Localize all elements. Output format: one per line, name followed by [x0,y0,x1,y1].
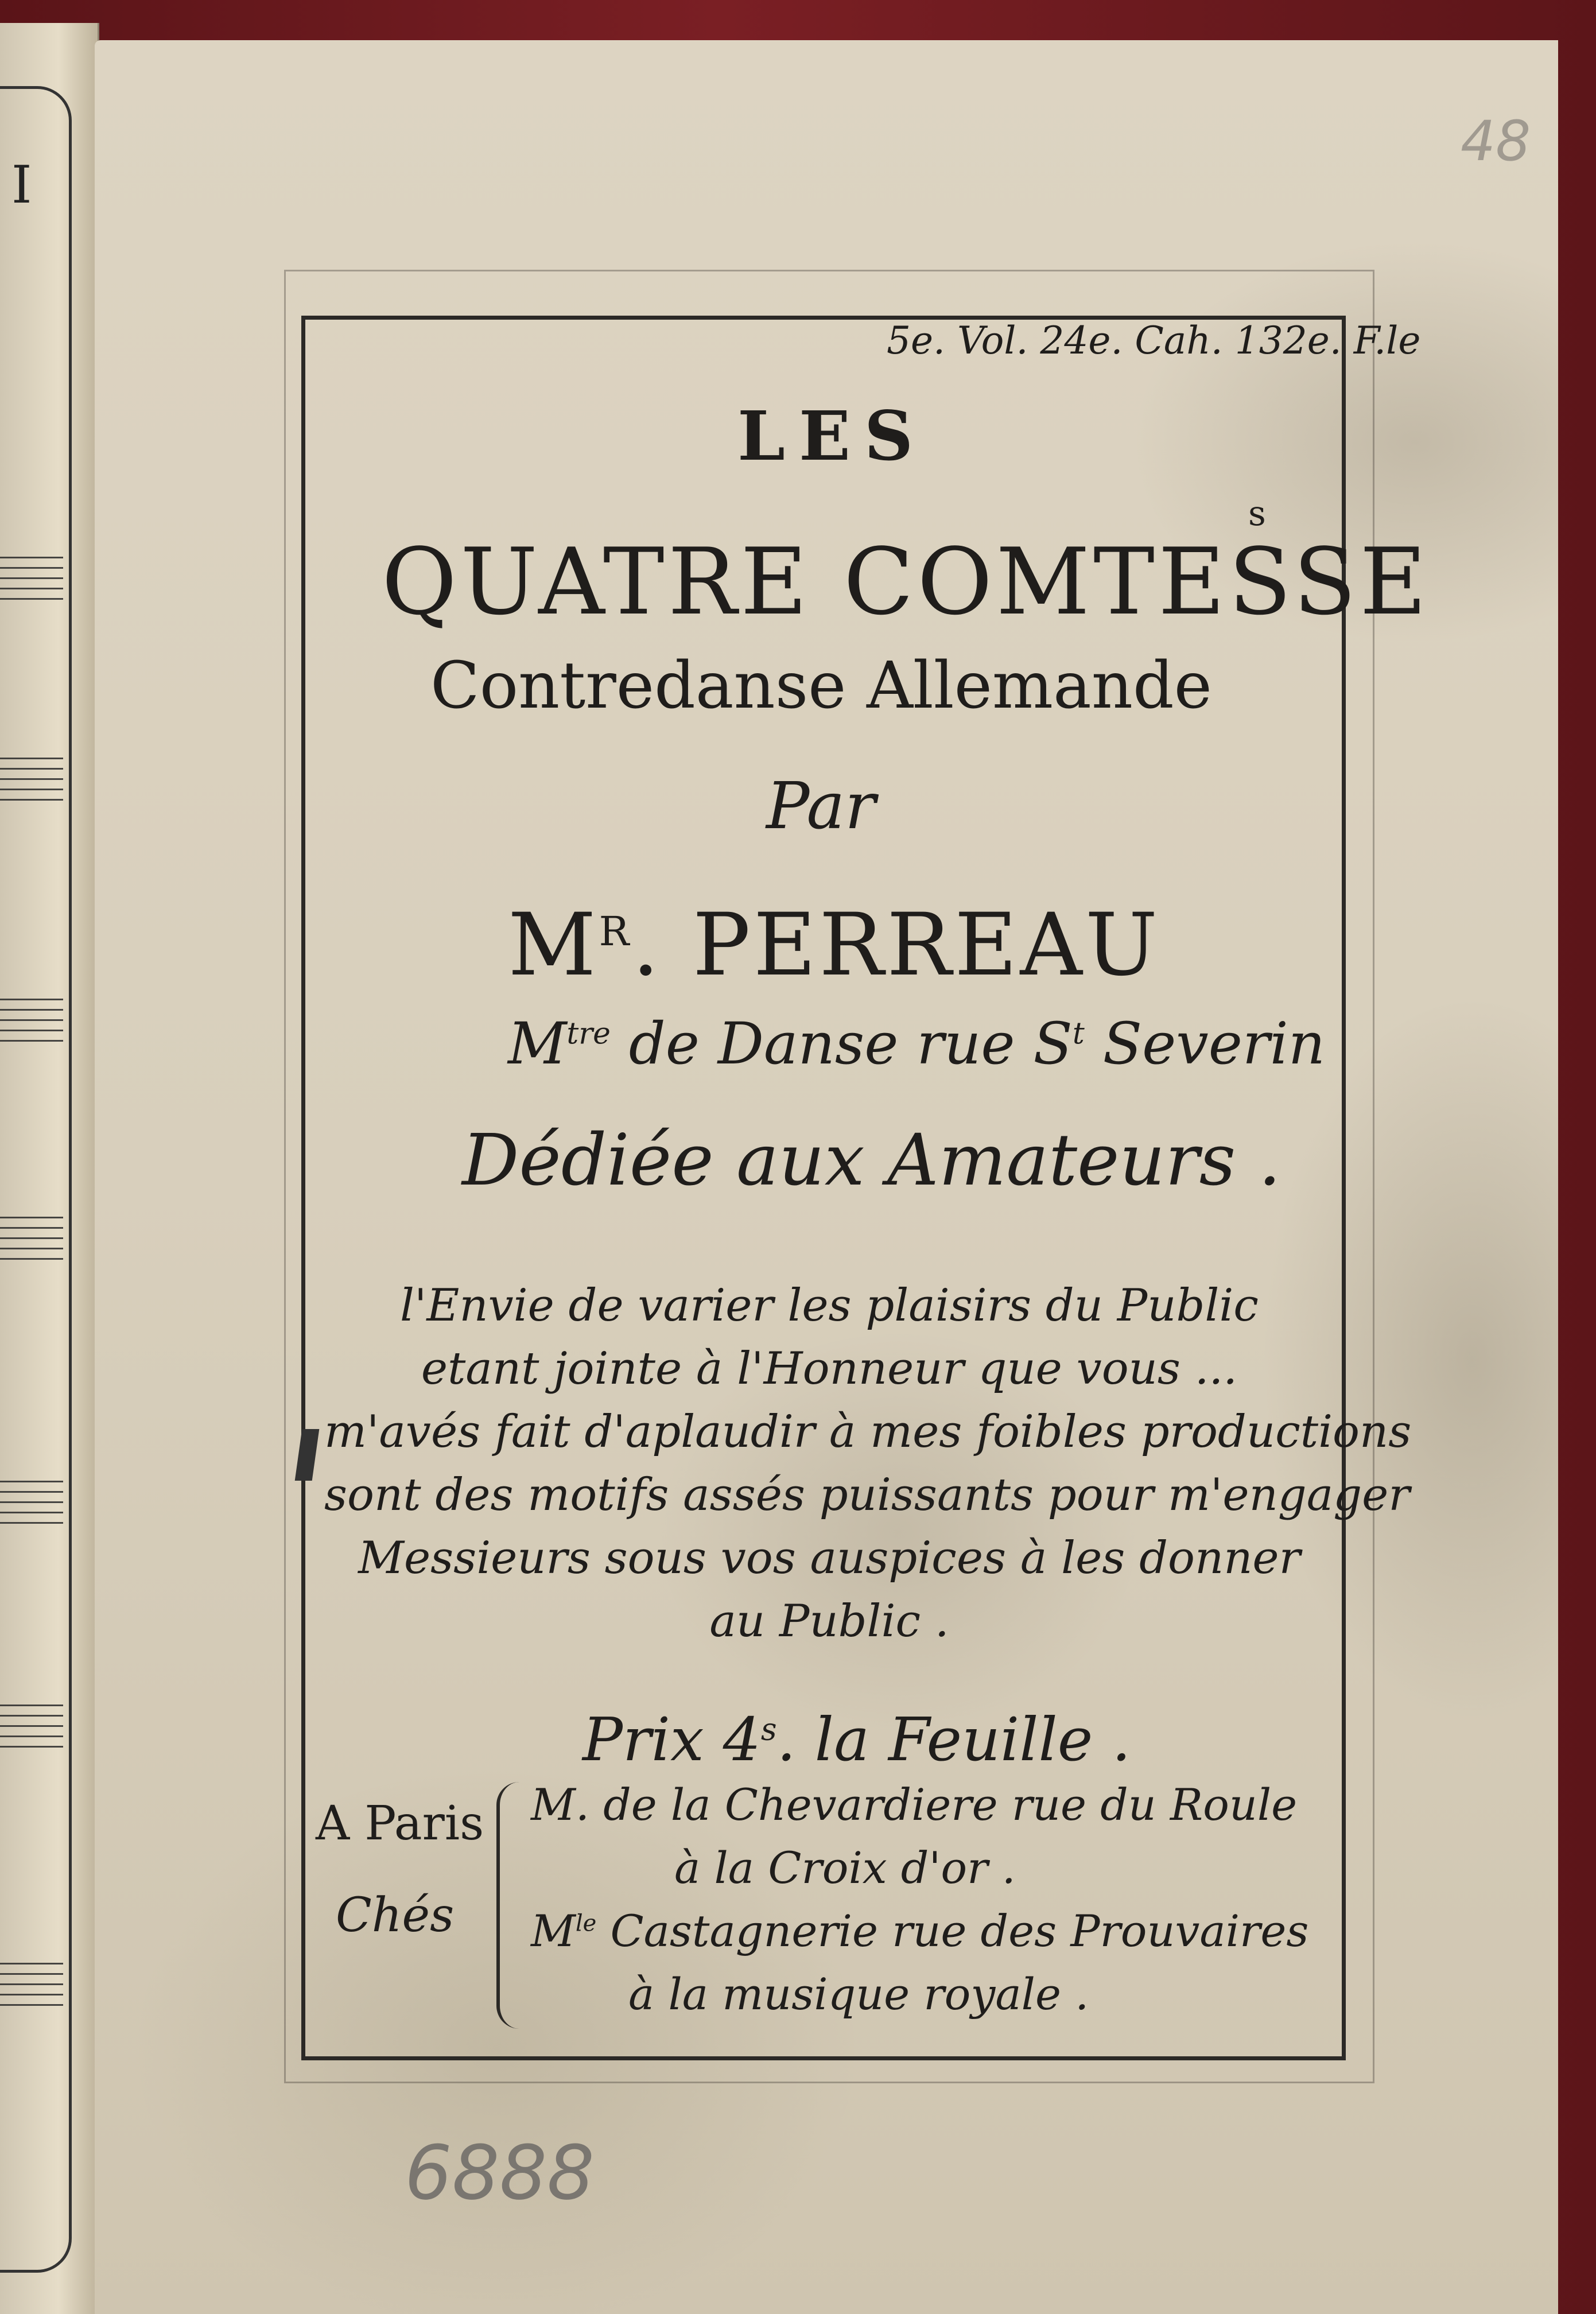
page-title: QUATRE COMTESSE [382,528,1430,635]
author-surname: . PERREAU [632,895,1161,995]
music-staff [0,1481,63,1532]
address-sup: tre [566,1016,611,1051]
music-staff [0,758,63,809]
body-line: sont des motifs assés puissants pour m'engager [324,1469,1410,1521]
shelfmark: 6888 [405,2129,595,2216]
imprint-city: A Paris [316,1796,484,1851]
address-sup-2: t [1072,1016,1085,1051]
body-line: au Public . [709,1595,949,1647]
author-prefix-sup: R [599,908,632,955]
price-amount: Prix 4 [583,1705,761,1775]
heading-les: LES [737,396,927,476]
music-staff [0,1217,63,1268]
subtitle: Contredanse Allemande [430,649,1212,723]
brace-icon [496,1782,534,2029]
publisher-line [531,1905,1308,1956]
publisher-line: à la musique royale . [628,1969,1089,2020]
imprint-ches: Chés [336,1888,455,1943]
address-text: de Danse rue S [610,1010,1073,1077]
price [583,1705,1131,1775]
manuscript-number: 48 [1461,109,1531,173]
music-staff [0,999,63,1050]
facing-page [0,23,99,2314]
by-line: Par [766,769,876,844]
facing-page-mark: I [11,155,32,215]
publisher-name: Castagnerie rue des Prouvaires [596,1905,1309,1956]
music-staff [0,557,63,608]
facing-page-frame [0,86,72,2273]
price-unit: . la Feuille . [776,1705,1131,1775]
dedication: Dédiée aux Amateurs . [462,1119,1282,1202]
music-staff [0,1705,63,1756]
publisher-prefix: M [531,1905,576,1956]
publisher-line: à la Croix d'or . [674,1842,1016,1893]
body-line: etant jointe à l'Honneur que vous ... [421,1343,1238,1395]
publisher-prefix-sup: le [575,1910,597,1937]
body-line: m'avés fait d'aplaudir à mes foibles productions [324,1406,1412,1458]
series-mark: 5e. Vol. 24e. Cah. 132e. F.le [887,319,1421,363]
address-end: Severin [1084,1010,1326,1077]
body-line: l'Envie de varier les plaisirs du Public [400,1280,1259,1331]
music-staff [0,1963,63,2014]
address-prefix: M [508,1010,567,1077]
plural-mark: s [1248,494,1266,534]
author-address [508,1010,1325,1077]
title-page [95,40,1558,2314]
body-line: Messieurs sous vos auspices à les donner [358,1532,1300,1584]
price-sup: s [760,1711,777,1748]
author-prefix: M [508,895,599,995]
publisher-line: M. de la Chevardiere rue du Roule [531,1779,1298,1830]
author-name [508,895,1160,995]
